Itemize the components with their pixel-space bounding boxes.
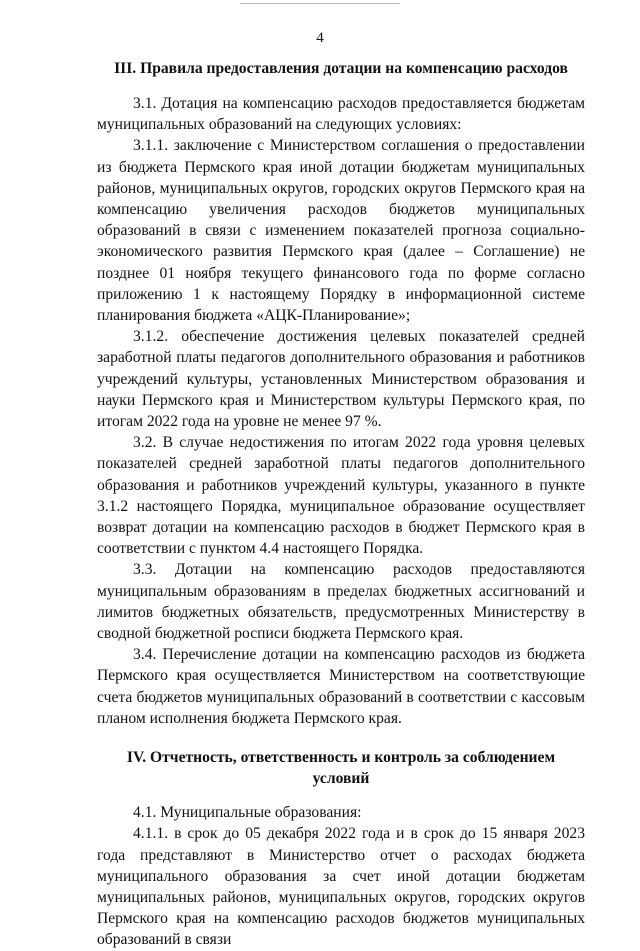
paragraph-3-4: 3.4. Перечисление дотации на компенсацию расходов из бюджета Пермского края осуществляется Министерством на соответствующие счета бюджетов муниципальных образований в соответствии с кассовым планом исполнения бюджета Пермского края. [97, 646, 585, 727]
paragraph-4-1-1: 4.1.1. в срок до 05 декабря 2022 года и в срок до 15 января 2023 года представляют в Министерство отчет о расходах бюджета муниципального образования за счет иной дотации бюджетам муниципальных районов, муниципальных округов, городских округов Пермского края на компенсацию расходов бюджетов муниципальных образований в связи [97, 825, 585, 949]
paragraph-4-1: 4.1. Муниципальные образования: [133, 804, 362, 822]
page-number: 4 [316, 30, 324, 46]
section-3-heading: III. Правила предоставления дотации на компенсацию расходов [114, 60, 568, 77]
paragraph-3-1-1: 3.1.1. заключение с Министерством соглашения о предоставлении из бюджета Пермского края иной дотации бюджетам муниципальных районов, муниципальных округов, городских округов Пермского края на компенсацию увеличения расходов бюджетов муниципальных образований в связи с изменением показателей прогноза социально-экономического развития Пермского края (далее – Соглашение) не позднее 01 ноября текущего финансового года по форме согласно приложению 1 к настоящему Порядку в информационной системе планирования бюджета «АЦК-Планирование»; [97, 137, 585, 325]
paragraph-3-1: 3.1. Дотация на компенсацию расходов предоставляется бюджетам муниципальных образований на следующих условиях: [97, 95, 585, 134]
top-edge-rule [240, 3, 400, 4]
document-body [97, 58, 585, 951]
paragraph-3-3: 3.3. Дотации на компенсацию расходов предоставляются муниципальным образованиям в пределах бюджетных ассигнований и лимитов бюджетных обязательств, предусмотренных Министерству в сводной бюджетной росписи бюджета Пермского края. [97, 561, 585, 643]
section-4-heading: IV. Отчетность, ответственность и контроль за соблюдением условий [126, 749, 556, 788]
paragraph-3-1-2: 3.1.2. обеспечение достижения целевых показателей средней заработной платы педагогов дополнительного образования и работников учреждений культуры, установленных Министерством образования и науки Пермского края и Министерством культуры Пермского края, по итогам 2022 года на уровне не менее 97 %. [97, 328, 585, 431]
paragraph-3-2: 3.2. В случае недостижения по итогам 2022 года уровня целевых показателей средней заработной платы педагогов дополнительного образования и работников учреждений культуры, указанного в пункте 3.1.2 настоящего Порядка, муниципальное образование осуществляет возврат дотации на компенсацию расходов в бюджет Пермского края в соответствии с пунктом 4.4 настоящего Порядка. [97, 434, 585, 558]
